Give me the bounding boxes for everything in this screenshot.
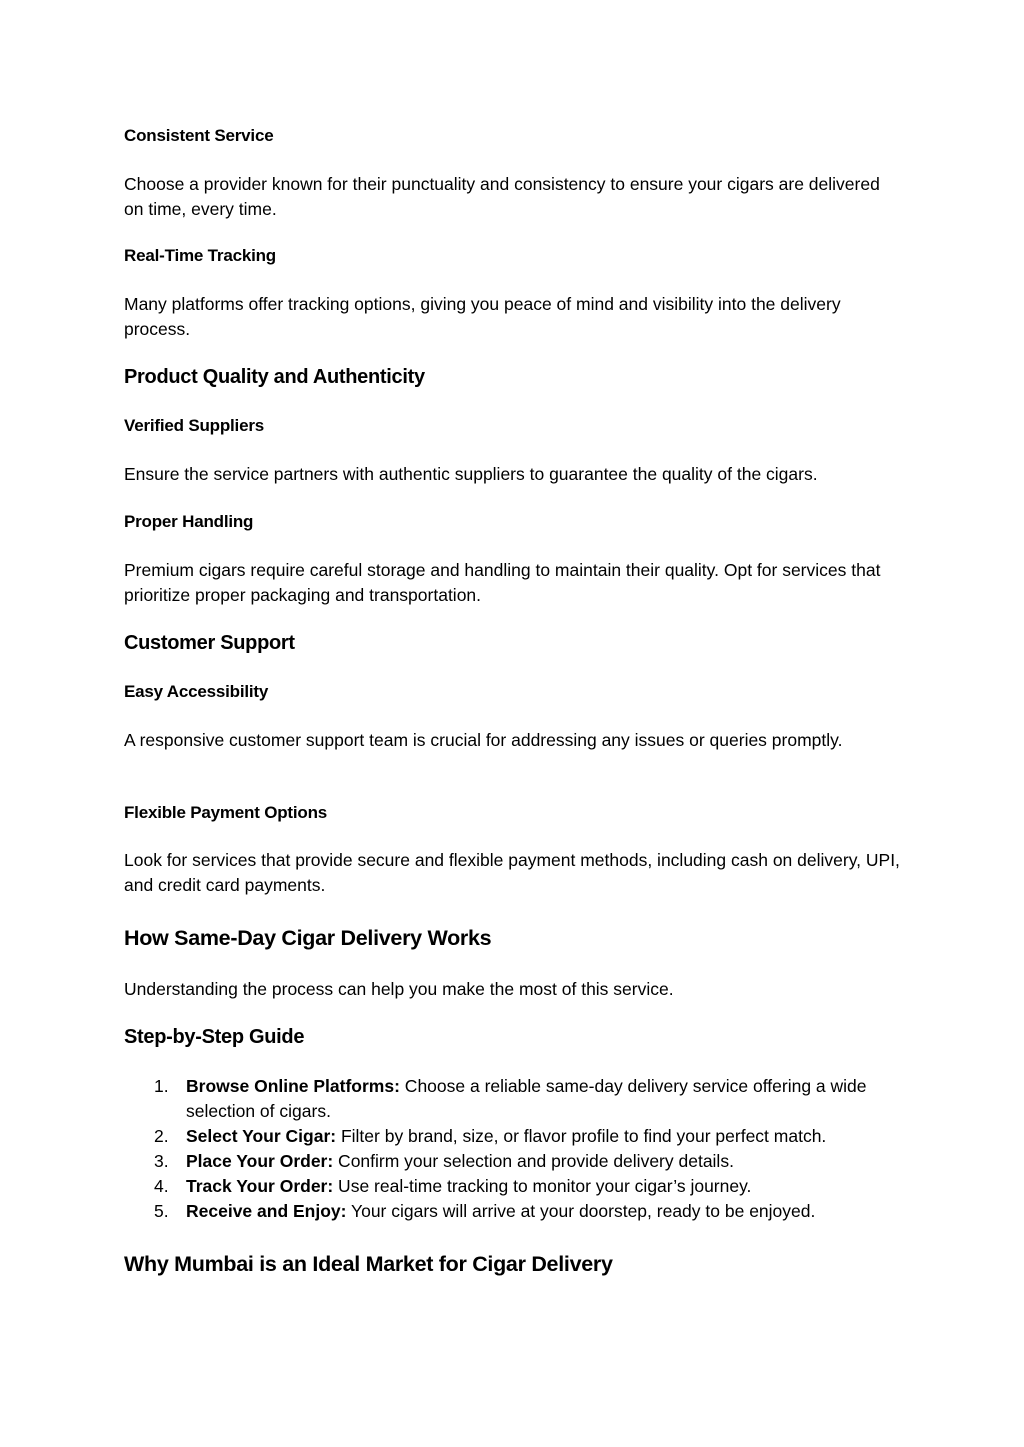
paragraph-flexible-payment: Look for services that provide secure and flexible payment methods, including cash on delivery, UPI, and credit card payments. [124, 850, 900, 895]
step-text: Choose a reliable same-day delivery service offering a wide selection of cigars. [186, 1076, 867, 1121]
step-text: Filter by brand, size, or flavor profile to find your perfect match. [336, 1126, 827, 1146]
heading-flexible-payment: Flexible Payment Options [124, 803, 328, 822]
step-label: Browse Online Platforms: [186, 1076, 400, 1096]
list-item [124, 1174, 904, 1199]
step-label: Receive and Enjoy: [186, 1201, 347, 1221]
step-number: 3. [154, 1151, 169, 1171]
paragraph-easy-accessibility: A responsive customer support team is crucial for addressing any issues or queries promptly. [124, 730, 843, 750]
paragraph-real-time-tracking: Many platforms offer tracking options, giving you peace of mind and visibility into the delivery process. [124, 294, 841, 339]
heading-real-time-tracking: Real-Time Tracking [124, 246, 276, 265]
list-item [124, 1199, 904, 1224]
step-number: 2. [154, 1126, 169, 1146]
list-item [124, 1149, 904, 1174]
step-number: 1. [154, 1076, 169, 1096]
step-number: 4. [154, 1176, 169, 1196]
step-label: Track Your Order: [186, 1176, 334, 1196]
heading-verified-suppliers: Verified Suppliers [124, 416, 265, 435]
step-text: Your cigars will arrive at your doorstep, ready to be enjoyed. [346, 1201, 816, 1221]
heading-why-mumbai: Why Mumbai is an Ideal Market for Cigar Delivery [124, 1252, 613, 1276]
step-text: Confirm your selection and provide delivery details. [333, 1151, 734, 1171]
heading-customer-support: Customer Support [124, 632, 295, 654]
list-item [124, 1124, 904, 1149]
heading-consistent-service: Consistent Service [124, 126, 274, 145]
paragraph-consistent-service: Choose a provider known for their punctuality and consistency to ensure your cigars are delivered on time, every time. [124, 174, 880, 219]
paragraph-verified-suppliers: Ensure the service partners with authentic suppliers to guarantee the quality of the cigars. [124, 464, 818, 484]
heading-how-it-works: How Same-Day Cigar Delivery Works [124, 926, 492, 950]
heading-proper-handling: Proper Handling [124, 512, 254, 531]
paragraph-how-it-works: Understanding the process can help you make the most of this service. [124, 979, 674, 999]
step-label: Place Your Order: [186, 1151, 334, 1171]
heading-product-quality: Product Quality and Authenticity [124, 366, 425, 388]
step-label: Select Your Cigar: [186, 1126, 337, 1146]
step-number: 5. [154, 1201, 169, 1221]
paragraph-proper-handling: Premium cigars require careful storage and handling to maintain their quality. Opt for services that prioritize proper packaging and transportation. [124, 560, 881, 605]
step-list [124, 1074, 904, 1224]
list-item [124, 1074, 904, 1124]
heading-step-guide: Step-by-Step Guide [124, 1026, 305, 1048]
step-text: Use real-time tracking to monitor your cigar’s journey. [333, 1176, 752, 1196]
heading-easy-accessibility: Easy Accessibility [124, 682, 269, 701]
